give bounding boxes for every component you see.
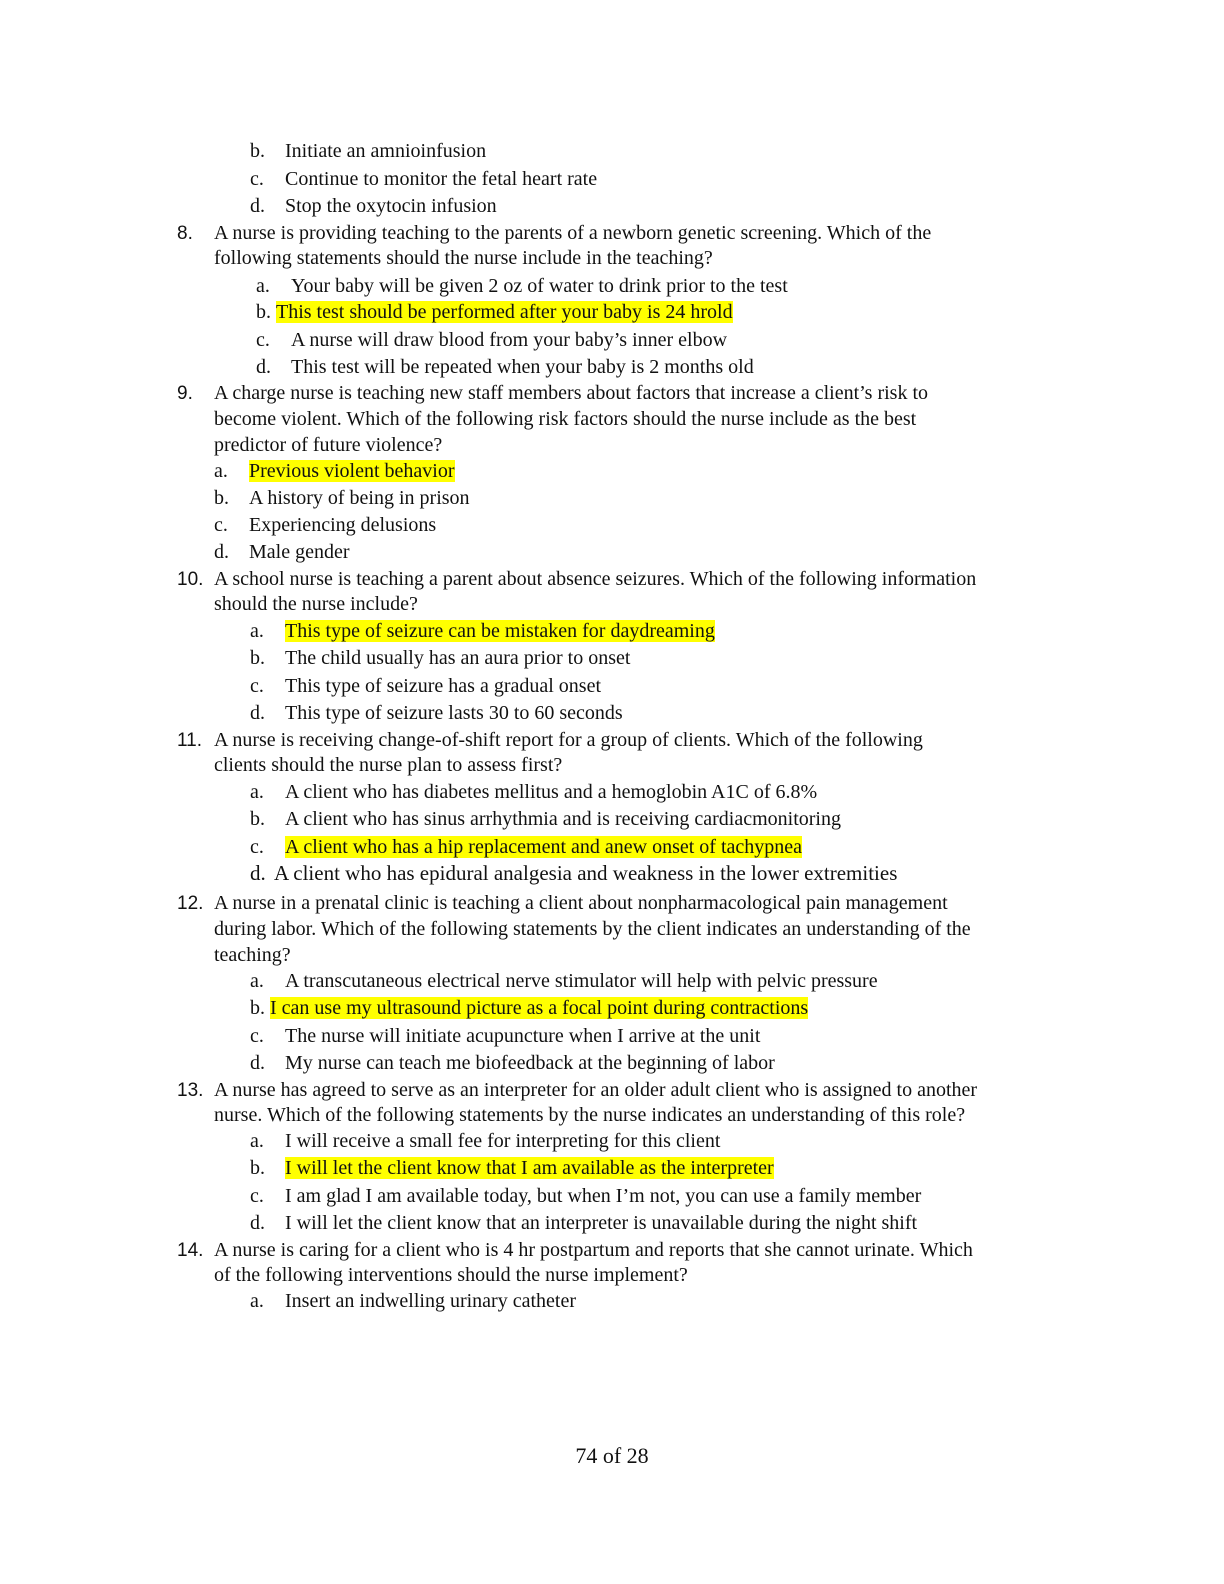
option-letter: b. bbox=[214, 487, 229, 509]
option-text: This type of seizure lasts 30 to 60 seconds bbox=[285, 702, 623, 724]
option-text: The nurse will initiate acupuncture when I arrive at the unit bbox=[285, 1025, 761, 1047]
q12-option-d bbox=[250, 1051, 775, 1075]
highlighted-answer: Previous violent behavior bbox=[249, 460, 455, 482]
q9-option-c bbox=[214, 513, 436, 537]
option-letter: b. bbox=[250, 140, 265, 162]
highlighted-answer: I can use my ultrasound picture as a focal point during contractions bbox=[270, 997, 809, 1019]
highlighted-answer: A client who has a hip replacement and anew onset of tachypnea bbox=[285, 836, 803, 858]
option-letter: c. bbox=[256, 329, 270, 351]
option-letter: d. bbox=[250, 861, 266, 885]
option-letter: d. bbox=[250, 702, 265, 724]
q10-option-c bbox=[250, 674, 601, 698]
q14-stem-line-1: A nurse is caring for a client who is 4 hr postpartum and reports that she cannot urinate. Which bbox=[214, 1239, 973, 1261]
q8-stem-line-1: A nurse is providing teaching to the parents of a newborn genetic screening. Which of the bbox=[214, 222, 932, 244]
q9-number: 9. bbox=[177, 383, 193, 404]
q7-option-c bbox=[250, 167, 597, 191]
q10-stem-line-2: should the nurse include? bbox=[214, 593, 418, 615]
option-letter: c. bbox=[250, 836, 264, 858]
option-letter: c. bbox=[250, 1185, 264, 1207]
q11-stem-line-2: clients should the nurse plan to assess first? bbox=[214, 754, 563, 776]
option-text: The child usually has an aura prior to onset bbox=[285, 647, 631, 669]
q11-option-c bbox=[250, 835, 802, 859]
option-text: A client who has epidural analgesia and weakness in the lower extremities bbox=[274, 861, 898, 885]
option-letter: a. bbox=[214, 460, 228, 482]
option-text: This test will be repeated when your baby is 2 months old bbox=[291, 356, 754, 378]
q13-option-a bbox=[250, 1129, 720, 1153]
q9-stem-line-3: predictor of future violence? bbox=[214, 434, 443, 456]
option-text: Male gender bbox=[249, 541, 350, 563]
q8-stem-line-2: following statements should the nurse include in the teaching? bbox=[214, 247, 713, 269]
highlighted-answer: I will let the client know that I am available as the interpreter bbox=[285, 1157, 774, 1179]
option-letter: c. bbox=[250, 675, 264, 697]
option-text: I am glad I am available today, but when I’m not, you can use a family member bbox=[285, 1185, 922, 1207]
q12-stem-line-2: during labor. Which of the following statements by the client indicates an understanding of the bbox=[214, 918, 971, 940]
option-text: Experiencing delusions bbox=[249, 514, 437, 536]
q10-option-a bbox=[250, 619, 715, 643]
page-number: 74 of 28 bbox=[575, 1443, 649, 1468]
option-letter: a. bbox=[250, 970, 264, 992]
q11-number: 11. bbox=[177, 730, 203, 751]
option-letter: d. bbox=[256, 356, 271, 378]
option-letter: c. bbox=[214, 514, 228, 536]
q12-option-a bbox=[250, 969, 878, 993]
q10-option-d bbox=[250, 701, 623, 725]
q13-stem-line-1: A nurse has agreed to serve as an interpreter for an older adult client who is assigned to another bbox=[214, 1079, 978, 1101]
q14-option-a bbox=[250, 1289, 576, 1313]
option-letter: b. bbox=[250, 1157, 265, 1179]
option-text: A transcutaneous electrical nerve stimulator will help with pelvic pressure bbox=[285, 970, 878, 992]
option-text: A history of being in prison bbox=[249, 487, 470, 509]
option-text: This type of seizure has a gradual onset bbox=[285, 675, 602, 697]
option-letter: b. bbox=[250, 647, 265, 669]
option-letter: c. bbox=[250, 1025, 264, 1047]
q9-option-a bbox=[214, 459, 455, 483]
option-letter: a. bbox=[250, 1290, 264, 1312]
q11-option-b bbox=[250, 807, 841, 831]
option-letter: b. bbox=[250, 808, 265, 830]
q8-option-c bbox=[256, 328, 727, 352]
highlighted-answer: This test should be performed after your baby is 24 hrold bbox=[276, 301, 733, 323]
q13-option-b bbox=[250, 1156, 774, 1180]
option-letter: d. bbox=[250, 1212, 265, 1234]
q13-option-c bbox=[250, 1184, 921, 1208]
option-text: Insert an indwelling urinary catheter bbox=[285, 1290, 576, 1312]
q7-option-d bbox=[250, 194, 497, 218]
q7-option-b bbox=[250, 139, 486, 163]
q13-option-d bbox=[250, 1211, 917, 1235]
q13-number: 13. bbox=[177, 1080, 204, 1101]
option-letter: a. bbox=[250, 620, 264, 642]
q11-option-d bbox=[250, 861, 897, 885]
option-text: A nurse will draw blood from your baby’s inner elbow bbox=[291, 329, 728, 351]
option-letter: d. bbox=[250, 195, 265, 217]
option-text: I will let the client know that an interpreter is unavailable during the night shift bbox=[285, 1212, 918, 1234]
option-text: Continue to monitor the fetal heart rate bbox=[285, 168, 598, 190]
option-letter: d. bbox=[250, 1052, 265, 1074]
q8-number: 8. bbox=[177, 223, 193, 244]
q11-option-a bbox=[250, 780, 817, 804]
option-letter: b. bbox=[250, 997, 265, 1019]
q14-stem-line-2: of the following interventions should the nurse implement? bbox=[214, 1264, 688, 1286]
q12-stem-line-3: teaching? bbox=[214, 944, 291, 966]
option-letter: c. bbox=[250, 168, 264, 190]
option-text: Your baby will be given 2 oz of water to drink prior to the test bbox=[291, 275, 788, 297]
q8-option-b bbox=[256, 300, 733, 324]
option-letter: a. bbox=[250, 1130, 264, 1152]
option-text: A client who has sinus arrhythmia and is receiving cardiacmonitoring bbox=[285, 808, 841, 830]
q12-option-c bbox=[250, 1024, 760, 1048]
option-letter: d. bbox=[214, 541, 229, 563]
option-text: Stop the oxytocin infusion bbox=[285, 195, 497, 217]
option-text: Initiate an amnioinfusion bbox=[285, 140, 487, 162]
q13-stem-line-2: nurse. Which of the following statements by the nurse indicates an understanding of this role? bbox=[214, 1104, 966, 1126]
q14-number: 14. bbox=[177, 1240, 204, 1261]
q8-option-a bbox=[256, 274, 788, 298]
option-letter: a. bbox=[256, 275, 270, 297]
q9-option-d bbox=[214, 540, 350, 564]
q9-option-b bbox=[214, 486, 470, 510]
option-letter: b. bbox=[256, 301, 271, 323]
option-letter: a. bbox=[250, 781, 264, 803]
q10-option-b bbox=[250, 646, 630, 670]
q12-option-b bbox=[250, 996, 808, 1020]
option-text: I will receive a small fee for interpreting for this client bbox=[285, 1130, 721, 1152]
option-text: A client who has diabetes mellitus and a hemoglobin A1C of 6.8% bbox=[285, 781, 818, 803]
q12-number: 12. bbox=[177, 893, 204, 914]
q8-option-d bbox=[256, 355, 754, 379]
q9-stem-line-1: A charge nurse is teaching new staff members about factors that increase a client’s risk to bbox=[214, 382, 929, 404]
q10-stem-line-1: A school nurse is teaching a parent about absence seizures. Which of the following information bbox=[214, 568, 977, 590]
highlighted-answer: This type of seizure can be mistaken for daydreaming bbox=[285, 620, 715, 642]
q10-number: 10. bbox=[177, 569, 204, 590]
q11-stem-line-1: A nurse is receiving change-of-shift report for a group of clients. Which of the following bbox=[214, 729, 923, 751]
option-text: My nurse can teach me biofeedback at the beginning of labor bbox=[285, 1052, 775, 1074]
q12-stem-line-1: A nurse in a prenatal clinic is teaching a client about nonpharmacological pain management bbox=[214, 892, 948, 914]
q9-stem-line-2: become violent. Which of the following risk factors should the nurse include as the best bbox=[214, 408, 917, 430]
